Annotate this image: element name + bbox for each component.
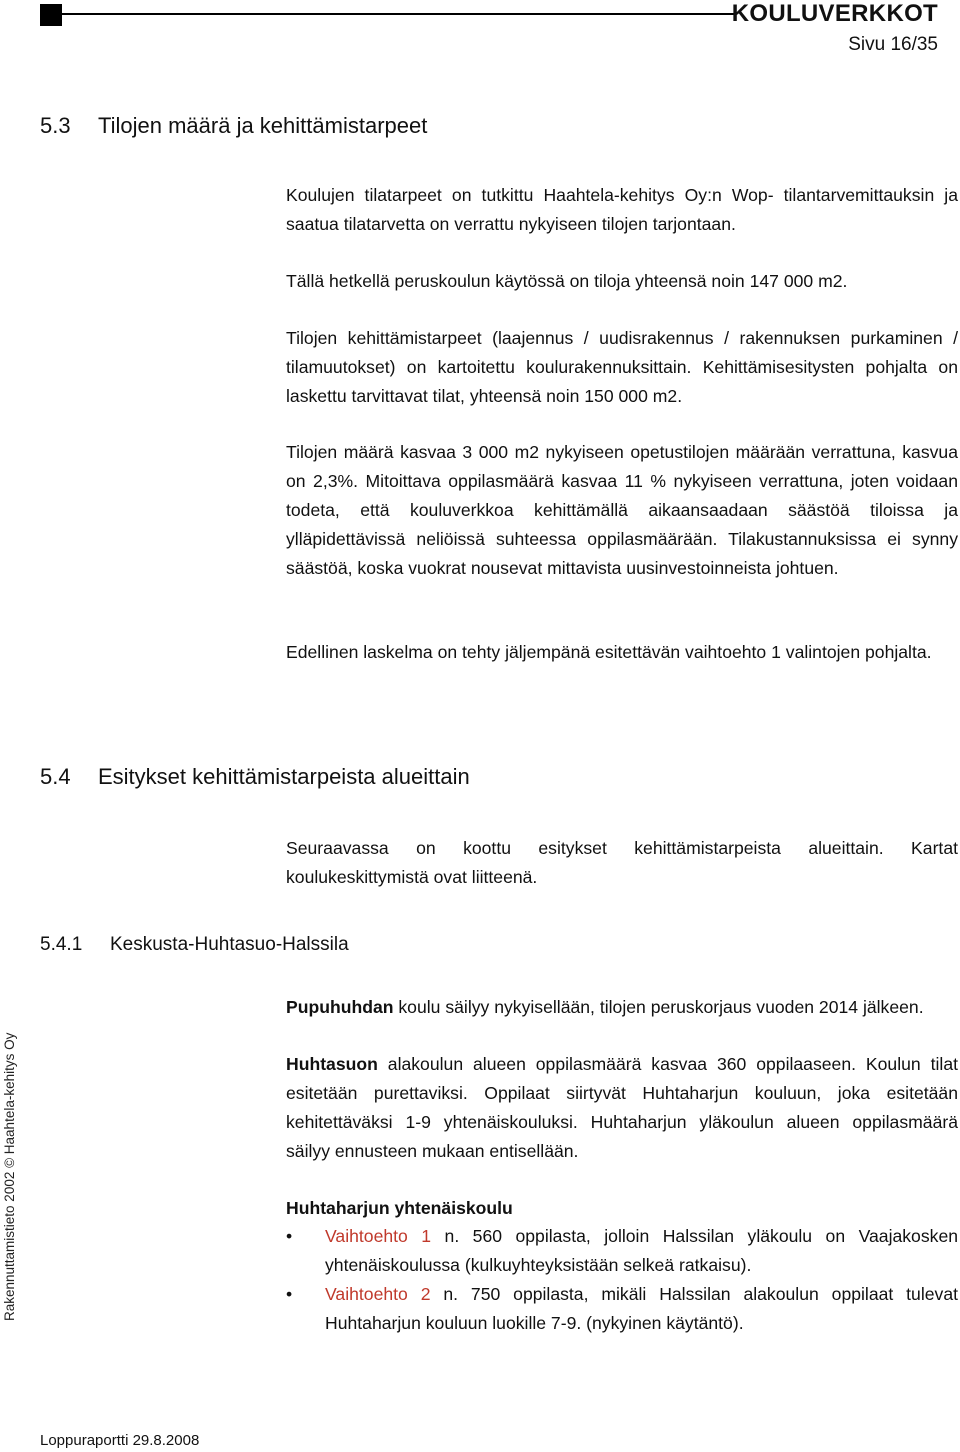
section-number: 5.4.1 [40,934,83,955]
section-number: 5.3 [40,113,71,138]
huhtasuo-paragraph: Huhtasuon alakoulun alueen oppilasmäärä kasvaa 360 oppilaaseen. Koulun tilat esitetään purettaviksi. Oppilaat siirtyvät Huhtaharjun kouluun, joka esitetään kehitettäväksi 1-9 yhtenäiskouluksi. Huhtaharjun yläkoulun alueen oppilasmäärä säilyy ennusteen mukaan entisellään. [286,1054,958,1161]
section-5-3-paragraph-4: Tilojen määrä kasvaa 3 000 m2 nykyiseen opetustilojen määrään verrattuna, kasvua on 2,3%. Mitoittava oppilasmäärä kasvaa 11 % nykyiseen verrattuna, joten voidaan todeta, että kouluverkkoa kehittämällä aikaansaadaan säästöä tiloissa ja ylläpidettävissä neliöissä suhteessa oppilasmäärään. Tilakustannuksissa ei synny säästöä, koska vuokrat nousevat mittavista uusinvestoinneista johtuen. [286,442,958,578]
bullet-icon: • [286,1284,293,1304]
list-item: • Vaihtoehto 2 n. 750 oppilasta, mikäli Halssilan alakoulun oppilaat tulevat Huhtaharjun kouluun luokille 7-9. (nykyinen käytäntö). [286,1280,958,1338]
section-title: Esitykset kehittämistarpeista alueittain [98,764,470,789]
footer-report-date: Loppuraportti 29.8.2008 [40,1432,200,1449]
pupuhuhta-paragraph: Pupuhuhdan koulu säilyy nykyisellään, tilojen peruskorjaus vuoden 2014 jälkeen. [286,997,924,1017]
section-5-3-paragraph-1: Koulujen tilatarpeet on tutkittu Haahtela-kehitys Oy:n Wop- tilantarvemittauksin ja saatua tilatarvetta on verrattu nykyiseen tilojen tarjontaan. [286,185,958,234]
section-5-4-paragraph: Seuraavassa on koottu esitykset kehittämistarpeista alueittain. Kartat koulukeskittymistä ovat liitteenä. [286,838,958,887]
header-square [40,4,62,26]
list-item: • Vaihtoehto 1 n. 560 oppilasta, jolloin Halssilan yläkoulu on Vaajakosken yhtenäiskoulussa (kulkuyhteyksistään selkeä ratkaisu). [286,1222,958,1280]
document-title: KOULUVERKKOT [731,0,938,27]
section-5-3-paragraph-2: Tällä hetkellä peruskoulun käytössä on tiloja yhteensä noin 147 000 m2. [286,271,848,291]
section-5-3-paragraph-5: Edellinen laskelma on tehty jäljempänä esitettävän vaihtoehto 1 valintojen pohjalta. [286,642,932,662]
section-title: Keskusta-Huhtasuo-Halssila [110,934,349,955]
alternative-2-label: Vaihtoehto 2 [325,1284,431,1304]
school-name-pupuhuhta: Pupuhuhdan [286,997,394,1017]
section-title: Tilojen määrä ja kehittämistarpeet [98,113,428,138]
alternative-1-label: Vaihtoehto 1 [325,1226,432,1246]
bullet-icon: • [286,1226,293,1246]
alternatives-list [286,1222,958,1338]
section-number: 5.4 [40,764,71,789]
section-5-3-paragraph-3: Tilojen kehittämistarpeet (laajennus / uudisrakennus / rakennuksen purkaminen / tilamuutokset) on kartoitettu koulurakennuksittain. Kehittämisesitysten pohjalta on laskettu tarvittavat tilat, yhteensä noin 150 000 m2. [286,328,958,406]
header-rule [62,13,734,15]
page-number: Sivu 16/35 [848,34,938,55]
huhtaharju-subheading: Huhtaharjun yhtenäiskoulu [286,1198,513,1218]
school-name-huhtasuo: Huhtasuon [286,1054,378,1074]
